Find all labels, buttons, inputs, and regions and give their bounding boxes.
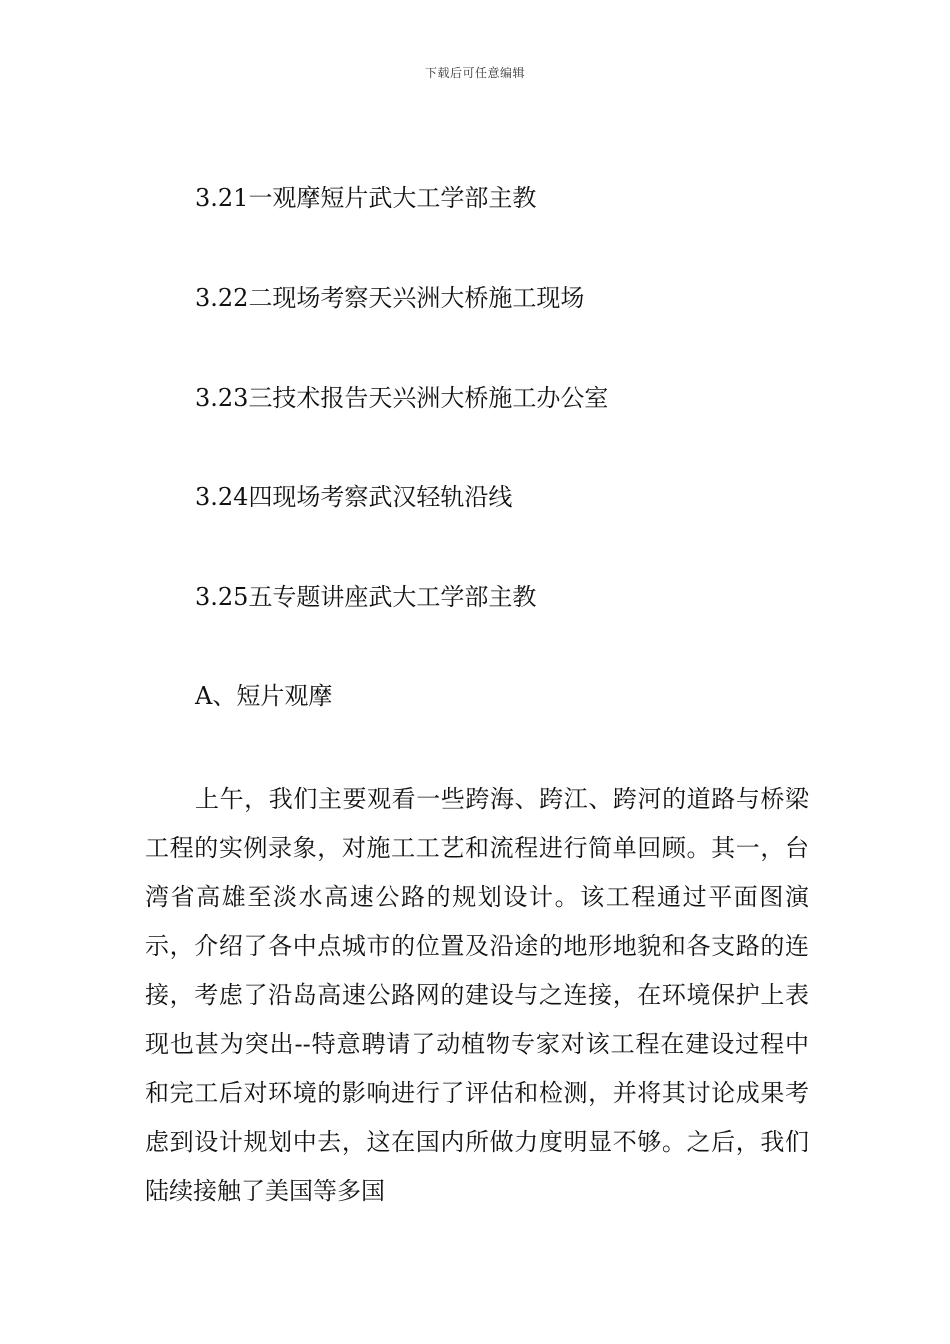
schedule-item-5: 3.25五专题讲座武大工学部主教 — [195, 583, 537, 611]
page-header-note: 下载后可任意编辑 — [424, 66, 525, 80]
schedule-item-1: 3.21一观摩短片武大工学部主教 — [195, 184, 537, 212]
body-paragraph: 上午，我们主要观看一些跨海、跨江、跨河的道路与桥梁工程的实例录象，对施工工艺和流程进行简单回顾。其一，台湾省高雄至淡水高速公路的规划设计。该工程通过平面图演示，介绍了各中点城市的位置及沿途的地形地貌和各支路的连接，考虑了沿岛高速公路网的建设与之连接，在环境保护上表现也甚为突出--特意聘请了动植物专家对该工程在建设过程中和完工后对环境的影响进行了评估和检测，并将其讨论成果考虑到设计规划中去，这在国内所做力度明显不够。之后，我们陆续接触了美国等多国 — [145, 785, 809, 1205]
schedule-item-4: 3.24四现场考察武汉轻轨沿线 — [195, 483, 513, 511]
section-heading: A、短片观摩 — [195, 682, 333, 710]
schedule-item-3: 3.23三技术报告天兴洲大桥施工办公室 — [195, 384, 609, 412]
schedule-item-2: 3.22二现场考察天兴洲大桥施工现场 — [195, 284, 585, 312]
